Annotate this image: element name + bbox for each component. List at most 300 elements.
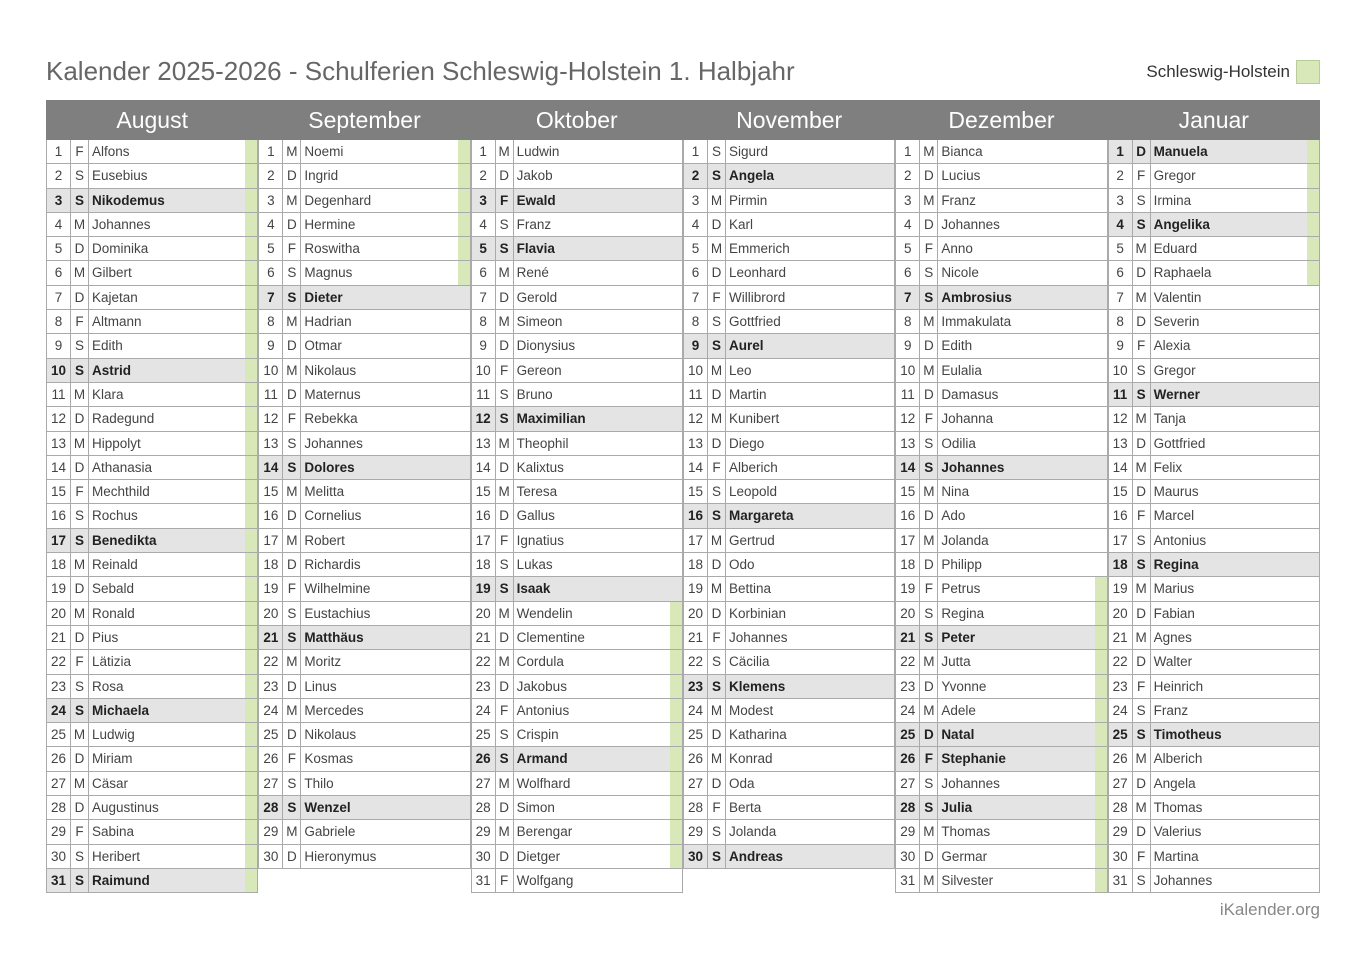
day-number: 8 — [896, 310, 920, 333]
day-number: 23 — [896, 675, 920, 698]
holiday-marker — [1307, 796, 1319, 819]
day-row — [683, 626, 895, 650]
name-day: Valentin — [1153, 289, 1202, 305]
name-day: Gottfried — [1153, 435, 1206, 451]
name-day: Katharina — [728, 727, 787, 743]
weekday-letter: S — [71, 334, 89, 357]
day-row — [683, 480, 895, 504]
day-row — [46, 796, 258, 820]
day-number: 26 — [472, 747, 496, 770]
holiday-marker — [1095, 747, 1107, 770]
day-number: 4 — [472, 213, 496, 236]
holiday-marker — [1307, 675, 1319, 698]
day-number: 27 — [1109, 772, 1133, 795]
day-row — [258, 140, 470, 164]
day-number: 16 — [47, 504, 71, 527]
name-day: Angela — [728, 168, 774, 184]
day-number: 11 — [684, 383, 708, 406]
weekday-letter: D — [496, 675, 514, 698]
name-day: Maternus — [304, 386, 361, 402]
holiday-marker — [458, 213, 470, 236]
holiday-marker — [882, 189, 894, 212]
weekday-letter: S — [708, 504, 726, 527]
name-day: Odilia — [941, 435, 976, 451]
day-row — [46, 577, 258, 601]
holiday-marker — [670, 820, 682, 843]
holiday-marker — [1095, 820, 1107, 843]
holiday-marker — [245, 723, 257, 746]
name-day: Agnes — [1153, 629, 1192, 645]
day-number: 7 — [1109, 286, 1133, 309]
name-day: Melitta — [304, 484, 345, 500]
holiday-marker — [1095, 723, 1107, 746]
holiday-marker — [1095, 432, 1107, 455]
day-number: 3 — [896, 189, 920, 212]
name-day: Kosmas — [304, 751, 354, 767]
weekday-letter: S — [1133, 359, 1151, 382]
name-day: Johanna — [941, 411, 994, 427]
day-row — [471, 480, 683, 504]
day-number: 26 — [47, 747, 71, 770]
day-number: 30 — [896, 845, 920, 868]
name-day: Nikolaus — [304, 362, 357, 378]
weekday-letter: M — [1133, 577, 1151, 600]
weekday-letter: S — [708, 310, 726, 333]
day-number: 21 — [472, 626, 496, 649]
name-day: Julia — [941, 800, 973, 816]
name-day: Odo — [728, 557, 755, 573]
holiday-marker — [245, 577, 257, 600]
day-row — [895, 286, 1107, 310]
holiday-marker — [882, 456, 894, 479]
day-row — [471, 189, 683, 213]
weekday-letter: M — [1133, 626, 1151, 649]
legend-label: Schleswig-Holstein — [1146, 62, 1290, 81]
day-row — [1108, 189, 1320, 213]
day-row — [46, 820, 258, 844]
weekday-letter: S — [1133, 189, 1151, 212]
day-row — [895, 504, 1107, 528]
day-number: 15 — [472, 480, 496, 503]
weekday-letter: M — [496, 480, 514, 503]
holiday-marker — [1095, 626, 1107, 649]
name-day: Noemi — [304, 144, 344, 159]
holiday-marker — [1307, 650, 1319, 673]
day-row — [471, 675, 683, 699]
day-row — [895, 723, 1107, 747]
name-day: Wilhelmine — [304, 581, 371, 597]
day-row — [895, 237, 1107, 261]
name-day: Johannes — [1153, 872, 1213, 888]
day-number: 29 — [896, 820, 920, 843]
weekday-letter: M — [920, 650, 938, 673]
holiday-marker — [245, 675, 257, 698]
day-row — [895, 820, 1107, 844]
holiday-marker — [1095, 504, 1107, 527]
weekday-letter: S — [920, 456, 938, 479]
holiday-marker — [882, 602, 894, 625]
name-day: Crispin — [516, 727, 559, 743]
footer-brand: iKalender.org — [1219, 900, 1320, 919]
day-number: 12 — [472, 407, 496, 430]
weekday-letter: F — [71, 820, 89, 843]
name-day: Johannes — [92, 216, 151, 232]
day-number: 10 — [47, 359, 71, 382]
weekday-letter: S — [1133, 383, 1151, 406]
weekday-letter: M — [71, 553, 89, 576]
holiday-marker — [245, 189, 257, 212]
day-row — [683, 456, 895, 480]
weekday-letter: D — [496, 796, 514, 819]
day-row — [1108, 845, 1320, 869]
day-row — [258, 529, 470, 553]
day-row — [1108, 602, 1320, 626]
day-row — [683, 189, 895, 213]
day-row — [46, 164, 258, 188]
day-row — [895, 310, 1107, 334]
weekday-letter: D — [1133, 140, 1151, 163]
holiday-marker — [670, 869, 682, 892]
day-row — [1108, 869, 1320, 893]
holiday-marker — [1095, 261, 1107, 284]
holiday-marker — [458, 383, 470, 406]
weekday-letter: S — [708, 845, 726, 868]
name-day: Nikodemus — [92, 192, 165, 208]
holiday-marker — [458, 359, 470, 382]
weekday-letter: M — [708, 529, 726, 552]
holiday-marker — [1307, 140, 1319, 163]
holiday-marker — [1095, 213, 1107, 236]
weekday-letter: M — [496, 772, 514, 795]
holiday-marker — [882, 237, 894, 260]
name-day: Roswitha — [304, 241, 360, 257]
weekday-letter: M — [1133, 237, 1151, 260]
holiday-marker — [882, 553, 894, 576]
day-row — [1108, 140, 1320, 164]
name-day: Ewald — [516, 192, 556, 208]
weekday-letter: F — [920, 407, 938, 430]
weekday-letter: D — [283, 164, 301, 187]
day-row — [258, 310, 470, 334]
name-day: Yvonne — [941, 678, 987, 694]
name-day: Cäcilia — [728, 654, 770, 670]
weekday-letter: S — [920, 602, 938, 625]
weekday-letter: F — [708, 626, 726, 649]
name-day: Eulalia — [941, 362, 982, 378]
weekday-letter: D — [71, 456, 89, 479]
name-day: Raimund — [92, 872, 150, 888]
name-day: Augustinus — [92, 800, 159, 816]
day-number: 13 — [1109, 432, 1133, 455]
weekday-letter: D — [920, 553, 938, 576]
day-number: 14 — [47, 456, 71, 479]
name-day: Modest — [728, 702, 774, 718]
weekday-letter: M — [496, 650, 514, 673]
day-number: 12 — [684, 407, 708, 430]
day-number: 16 — [684, 504, 708, 527]
day-row — [46, 723, 258, 747]
day-number: 5 — [1109, 237, 1133, 260]
day-number: 26 — [1109, 747, 1133, 770]
day-number: 22 — [259, 650, 283, 673]
holiday-marker — [458, 334, 470, 357]
name-day: Gertrud — [728, 532, 775, 548]
day-number: 25 — [472, 723, 496, 746]
name-day: Berengar — [516, 824, 573, 840]
holiday-marker — [670, 261, 682, 284]
name-day: Leonhard — [728, 265, 787, 281]
name-day: Theophil — [516, 435, 569, 451]
holiday-marker — [1095, 577, 1107, 600]
day-number: 18 — [47, 553, 71, 576]
name-day: Reinald — [92, 557, 138, 573]
name-day: Emmerich — [728, 241, 790, 257]
weekday-letter: D — [71, 286, 89, 309]
weekday-letter: M — [283, 189, 301, 212]
day-number: 7 — [47, 286, 71, 309]
day-number: 2 — [896, 164, 920, 187]
day-row — [471, 772, 683, 796]
day-number: 24 — [1109, 699, 1133, 722]
holiday-marker — [458, 504, 470, 527]
day-number: 12 — [259, 407, 283, 430]
weekday-letter: D — [708, 383, 726, 406]
day-row — [46, 626, 258, 650]
day-row — [46, 334, 258, 358]
weekday-letter: S — [920, 626, 938, 649]
name-day: Sabina — [92, 824, 135, 840]
name-day: Sigurd — [728, 144, 769, 159]
weekday-letter: D — [708, 553, 726, 576]
holiday-marker — [458, 286, 470, 309]
holiday-marker — [882, 164, 894, 187]
weekday-letter: D — [496, 334, 514, 357]
day-row — [683, 310, 895, 334]
holiday-marker — [882, 140, 894, 163]
holiday-marker — [670, 723, 682, 746]
day-number: 13 — [259, 432, 283, 455]
name-day: Willibrord — [728, 289, 786, 305]
day-number: 29 — [47, 820, 71, 843]
day-number: 19 — [896, 577, 920, 600]
holiday-marker — [458, 261, 470, 284]
day-number: 27 — [896, 772, 920, 795]
day-row — [683, 261, 895, 285]
day-number: 9 — [472, 334, 496, 357]
name-day: Antonius — [1153, 532, 1207, 548]
weekday-letter: S — [283, 602, 301, 625]
day-number: 30 — [259, 845, 283, 868]
holiday-marker — [882, 650, 894, 673]
day-row — [683, 286, 895, 310]
name-day: Johannes — [941, 459, 1005, 475]
name-day: Linus — [304, 678, 337, 694]
name-day: Cornelius — [304, 508, 362, 524]
holiday-marker — [882, 577, 894, 600]
day-row — [46, 237, 258, 261]
name-day: Eusebius — [92, 168, 148, 184]
weekday-letter: M — [283, 699, 301, 722]
name-day: Heribert — [92, 848, 141, 864]
name-day: Wenzel — [304, 800, 351, 816]
holiday-marker — [458, 772, 470, 795]
weekday-letter: D — [283, 845, 301, 868]
holiday-marker — [458, 553, 470, 576]
day-row — [258, 480, 470, 504]
weekday-letter: F — [71, 310, 89, 333]
name-day: Natal — [941, 727, 975, 743]
name-day: Gerold — [516, 289, 558, 305]
name-day: Leo — [728, 362, 752, 378]
weekday-letter: D — [1133, 650, 1151, 673]
holiday-marker — [458, 650, 470, 673]
day-row — [1108, 480, 1320, 504]
name-day: Berta — [728, 800, 762, 816]
day-row — [258, 577, 470, 601]
name-day: Felix — [1153, 459, 1183, 475]
weekday-letter: F — [283, 407, 301, 430]
holiday-marker — [458, 432, 470, 455]
day-row — [683, 577, 895, 601]
day-number: 17 — [472, 529, 496, 552]
name-day: Johannes — [941, 775, 1000, 791]
holiday-marker — [670, 772, 682, 795]
day-number: 10 — [684, 359, 708, 382]
day-row — [895, 869, 1107, 893]
weekday-letter: D — [283, 504, 301, 527]
weekday-letter: D — [708, 432, 726, 455]
holiday-marker — [670, 189, 682, 212]
name-day: Edith — [92, 338, 123, 354]
holiday-marker — [670, 359, 682, 382]
day-number: 11 — [1109, 383, 1133, 406]
day-number: 24 — [684, 699, 708, 722]
holiday-marker — [458, 820, 470, 843]
holiday-marker — [458, 723, 470, 746]
name-day: Regina — [941, 605, 985, 621]
name-day: Miriam — [92, 751, 133, 767]
day-number: 6 — [47, 261, 71, 284]
day-row — [46, 699, 258, 723]
day-row — [471, 310, 683, 334]
weekday-letter: D — [496, 164, 514, 187]
month-column — [1108, 140, 1320, 893]
weekday-letter: S — [71, 504, 89, 527]
name-day: Rochus — [92, 508, 138, 524]
weekday-letter: M — [71, 772, 89, 795]
day-row — [895, 407, 1107, 431]
holiday-marker — [1307, 723, 1319, 746]
day-row — [895, 334, 1107, 358]
name-day: Oda — [728, 775, 755, 791]
name-day: Radegund — [92, 411, 155, 427]
weekday-letter: F — [283, 237, 301, 260]
day-number: 30 — [472, 845, 496, 868]
day-row — [1108, 650, 1320, 674]
day-number: 21 — [47, 626, 71, 649]
day-row — [46, 213, 258, 237]
day-number: 28 — [1109, 796, 1133, 819]
legend-swatch — [1296, 60, 1320, 84]
holiday-marker — [458, 164, 470, 187]
holiday-marker — [670, 796, 682, 819]
name-day: Werner — [1153, 386, 1200, 402]
holiday-marker — [1307, 189, 1319, 212]
name-day: Lukas — [516, 557, 553, 573]
day-row — [1108, 504, 1320, 528]
day-row — [46, 407, 258, 431]
name-day: Wolfhard — [516, 775, 571, 791]
day-number: 1 — [896, 140, 920, 163]
day-number: 24 — [472, 699, 496, 722]
weekday-letter: D — [1133, 261, 1151, 284]
holiday-marker — [882, 359, 894, 382]
name-day: Sebald — [92, 581, 135, 597]
name-day: Manuela — [1153, 144, 1208, 159]
holiday-marker — [245, 869, 257, 892]
day-number: 14 — [1109, 456, 1133, 479]
name-day: Petrus — [941, 581, 981, 597]
weekday-letter: S — [920, 772, 938, 795]
name-day: Angela — [1153, 775, 1196, 791]
holiday-marker — [245, 845, 257, 868]
holiday-marker — [670, 286, 682, 309]
name-day: Klara — [92, 386, 124, 402]
day-number: 23 — [1109, 675, 1133, 698]
day-number: 17 — [896, 529, 920, 552]
day-number: 14 — [896, 456, 920, 479]
name-day: Dolores — [304, 459, 355, 475]
name-day: Karl — [728, 216, 753, 232]
day-number: 28 — [684, 796, 708, 819]
holiday-marker — [458, 456, 470, 479]
day-number: 3 — [472, 189, 496, 212]
holiday-marker — [670, 747, 682, 770]
day-row — [683, 796, 895, 820]
name-day: Dieter — [304, 289, 343, 305]
name-day: Franz — [941, 192, 976, 208]
name-day: Immakulata — [941, 314, 1012, 330]
weekday-letter: M — [283, 359, 301, 382]
name-day: Anno — [941, 241, 973, 257]
name-day: Konrad — [728, 751, 773, 767]
day-row — [46, 383, 258, 407]
holiday-marker — [1307, 432, 1319, 455]
day-number: 15 — [1109, 480, 1133, 503]
day-row — [46, 869, 258, 893]
day-row — [471, 237, 683, 261]
name-day: Alberich — [1153, 751, 1203, 767]
name-day: Maurus — [1153, 484, 1199, 500]
day-row — [46, 602, 258, 626]
weekday-letter: D — [920, 845, 938, 868]
holiday-marker — [1307, 456, 1319, 479]
weekday-letter: S — [71, 845, 89, 868]
day-row — [683, 334, 895, 358]
holiday-marker — [1307, 310, 1319, 333]
holiday-marker — [245, 140, 257, 163]
day-number: 3 — [47, 189, 71, 212]
day-number: 16 — [259, 504, 283, 527]
day-row — [895, 796, 1107, 820]
day-number: 6 — [1109, 261, 1133, 284]
holiday-marker — [670, 553, 682, 576]
day-number: 5 — [896, 237, 920, 260]
day-number: 6 — [896, 261, 920, 284]
day-row — [683, 820, 895, 844]
day-number: 18 — [259, 553, 283, 576]
day-number: 10 — [472, 359, 496, 382]
